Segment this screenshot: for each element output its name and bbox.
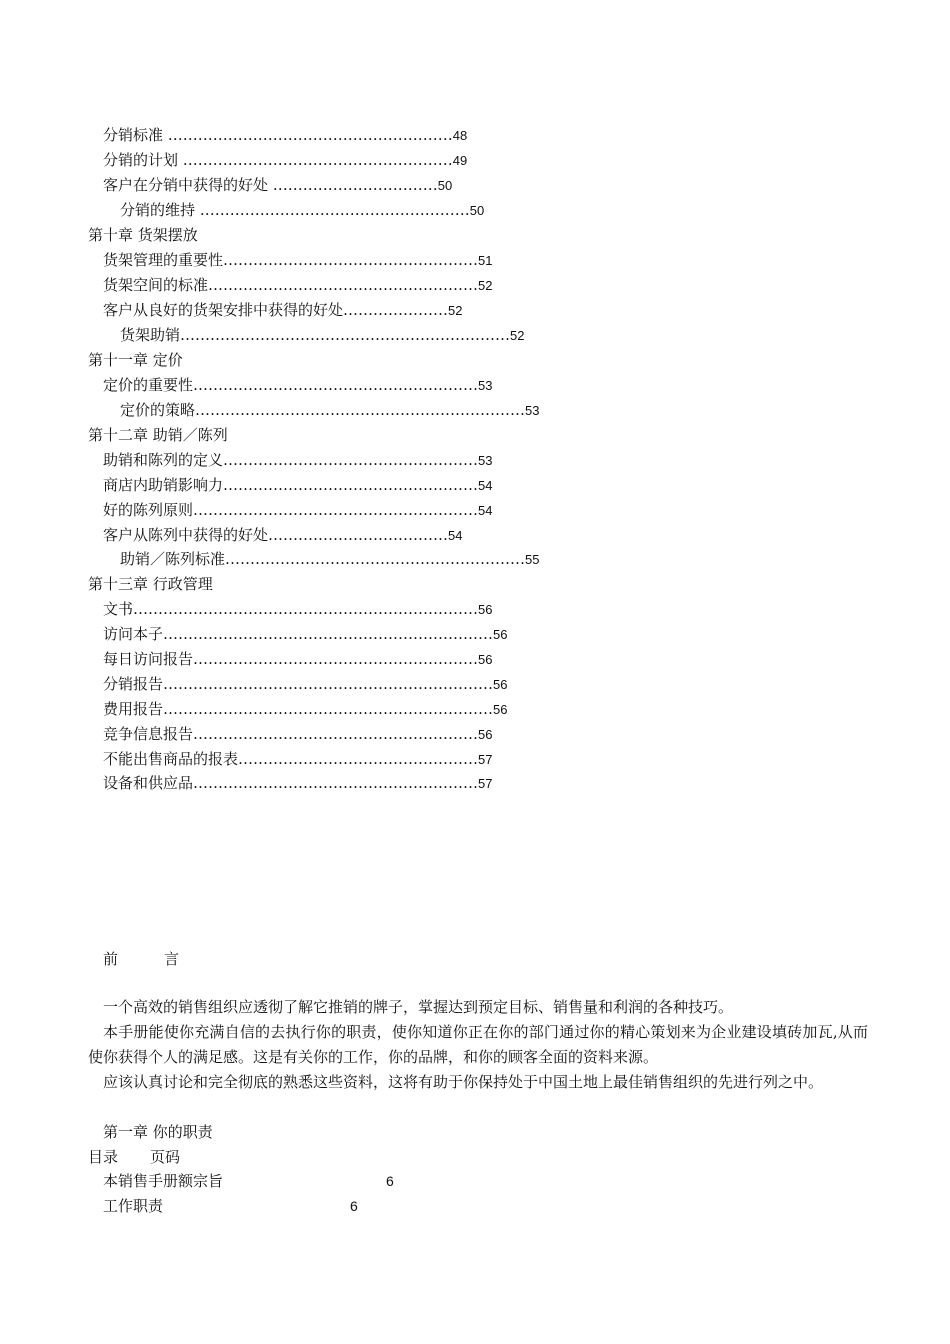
toc-entry	[103, 500, 492, 520]
toc-entry-label: 每日访问报告	[103, 650, 194, 668]
toc-page-number: 54	[448, 528, 463, 543]
toc-entry	[103, 599, 492, 619]
toc-page-number: 56	[478, 727, 493, 742]
toc-entry	[103, 749, 492, 769]
toc-chapter-label: 第十章 货架摆放	[88, 226, 198, 244]
toc-entry	[103, 375, 492, 395]
toc-page-number: 49	[452, 153, 468, 168]
toc-page-number: 53	[525, 403, 540, 418]
chapter-toc-header	[88, 1146, 180, 1168]
toc-entry-label: 竞争信息报告	[103, 725, 194, 743]
toc-entry-label: 文书	[103, 600, 134, 618]
toc-page-number: 57	[478, 776, 493, 791]
toc-page-number: 52	[478, 278, 493, 293]
toc-page-number: 50	[437, 178, 453, 193]
toc-chapter-heading	[88, 225, 198, 245]
preface-paragraph-2: 本手册能使你充满自信的去执行你的职责，使你知道你正在你的部门通过你的精心策划来为企业建设填砖加瓦,从而使你获得个人的满足感。这是有关你的工作，你的品牌，和你的顾客全面的资料来源。	[88, 1023, 868, 1066]
toc-page-number: 56	[478, 602, 493, 617]
toc-entry	[103, 125, 467, 145]
toc-entry	[103, 674, 507, 694]
toc-entry-label: 好的陈列原则	[103, 501, 194, 519]
toc-leader-dots: ……………………………………………………	[225, 550, 526, 568]
toc-leader-dots: …………………………………………………	[193, 725, 479, 743]
toc-page-number: 51	[478, 253, 493, 268]
toc-page-number: 56	[478, 652, 493, 667]
toc-leader-dots: …………………………………………………………	[163, 625, 494, 643]
toc-page-number: 54	[478, 503, 493, 518]
toc-page-number: 54	[478, 478, 493, 493]
chapter-toc-item-1-label: 本销售手册额宗旨	[103, 1172, 224, 1190]
toc-leader-dots: …………………………………………………………	[163, 700, 494, 718]
toc-entry-label: 助销和陈列的定义	[103, 451, 224, 469]
toc-page-number: 56	[493, 677, 508, 692]
chapter-toc-item-1-page: 6	[386, 1173, 394, 1189]
toc-leader-dots: …………………………………………………	[193, 376, 479, 394]
toc-page-number: 53	[478, 378, 493, 393]
toc-entry-label: 助销／陈列标准	[120, 550, 226, 568]
toc-leader-dots: ……………………………	[272, 176, 438, 194]
toc-entry	[103, 450, 492, 470]
toc-page-number: 57	[478, 752, 493, 767]
chapter-one-title: 第一章 你的职责	[103, 1123, 213, 1141]
toc-leader-dots: …………………………………………………………	[195, 401, 526, 419]
toc-entry-label: 分销的计划	[103, 151, 183, 169]
toc-entry	[103, 250, 492, 270]
preface-paragraph-1: 一个高效的销售组织应透彻了解它推销的牌子，掌握达到预定目标、销售量和利润的各种技巧。	[103, 998, 734, 1016]
toc-leader-dots: ………………………………	[268, 526, 449, 544]
toc-entry-label: 客户从良好的货架安排中获得的好处	[103, 301, 344, 319]
toc-entry-label: 分销的维持	[120, 201, 200, 219]
preface-paragraph-3: 应该认真讨论和完全彻底的熟悉这些资料，这将有助于你保持处于中国土地上最佳销售组织的先进行列之中。	[103, 1073, 824, 1091]
toc-leader-dots: ………………………………………………	[199, 201, 470, 219]
toc-entry-label: 分销标准	[103, 126, 168, 144]
toc-entry	[103, 624, 507, 644]
toc-entry-label: 不能出售商品的报表	[103, 750, 239, 768]
toc-page-number: 56	[493, 702, 508, 717]
toc-entry	[103, 649, 492, 669]
toc-leader-dots: ……………………………………………	[223, 251, 479, 269]
toc-entry-label: 货架管理的重要性	[103, 251, 224, 269]
toc-page-number: 53	[478, 453, 493, 468]
toc-leader-dots: …………………………………………………	[167, 126, 453, 144]
toc-entry-label: 分销报告	[103, 675, 164, 693]
toc-chapter-label: 第十二章 助销／陈列	[88, 426, 228, 444]
toc-leader-dots: ……………………………………………………………	[133, 600, 479, 618]
toc-leader-dots: …………………………………………………	[193, 774, 479, 792]
preface-title-first-char: 前	[103, 950, 119, 968]
toc-entry	[120, 400, 539, 420]
toc-leader-dots: ……………………………………………	[223, 451, 479, 469]
toc-entry-label: 客户在分销中获得的好处	[103, 176, 273, 194]
toc-entry	[103, 275, 492, 295]
toc-entry	[103, 699, 507, 719]
toc-chapter-heading	[88, 350, 183, 370]
toc-chapter-label: 第十一章 定价	[88, 351, 183, 369]
toc-entry-label: 客户从陈列中获得的好处	[103, 526, 269, 544]
toc-leader-dots: ………………………………………………	[208, 276, 479, 294]
toc-leader-dots: …………………………………………	[238, 750, 479, 768]
chapter-toc-item-2-page: 6	[350, 1198, 358, 1214]
toc-entry-label: 货架空间的标准	[103, 276, 209, 294]
toc-page-number: 50	[469, 203, 485, 218]
toc-chapter-heading	[88, 574, 213, 594]
toc-entry	[103, 150, 467, 170]
toc-page-number: 52	[448, 303, 463, 318]
toc-entry-label: 货架助销	[120, 326, 181, 344]
toc-leader-dots: …………………	[343, 301, 449, 319]
toc-entry	[120, 200, 484, 220]
toc-entry	[120, 325, 524, 345]
toc-entry-label: 访问本子	[103, 625, 164, 643]
toc-entry	[103, 773, 492, 793]
toc-entry	[103, 175, 452, 195]
toc-header-contents: 目录	[88, 1148, 119, 1166]
toc-entry	[103, 300, 462, 320]
toc-entry-label: 费用报告	[103, 700, 164, 718]
toc-leader-dots: …………………………………………………………	[163, 675, 494, 693]
toc-page-number: 56	[493, 627, 508, 642]
toc-chapter-heading	[88, 425, 228, 445]
toc-leader-dots: ………………………………………………	[182, 151, 453, 169]
toc-entry-label: 商店内助销影响力	[103, 476, 224, 494]
toc-entry-label: 设备和供应品	[103, 774, 194, 792]
toc-leader-dots: …………………………………………………………	[180, 326, 511, 344]
toc-entry-label: 定价的重要性	[103, 376, 194, 394]
preface-title	[103, 948, 179, 970]
toc-page-number: 52	[510, 328, 525, 343]
toc-header-page: 页码	[150, 1148, 181, 1166]
toc-page-number: 48	[452, 128, 468, 143]
toc-leader-dots: ……………………………………………	[223, 476, 479, 494]
toc-entry	[120, 549, 539, 569]
toc-chapter-label: 第十三章 行政管理	[88, 575, 213, 593]
toc-leader-dots: …………………………………………………	[193, 650, 479, 668]
toc-entry	[103, 475, 492, 495]
toc-entry-label: 定价的策略	[120, 401, 196, 419]
chapter-toc-item-2-label: 工作职责	[103, 1197, 164, 1215]
toc-leader-dots: …………………………………………………	[193, 501, 479, 519]
toc-page-number: 55	[525, 552, 540, 567]
preface-title-second-char: 言	[164, 950, 180, 968]
toc-entry	[103, 724, 492, 744]
toc-entry	[103, 525, 462, 545]
